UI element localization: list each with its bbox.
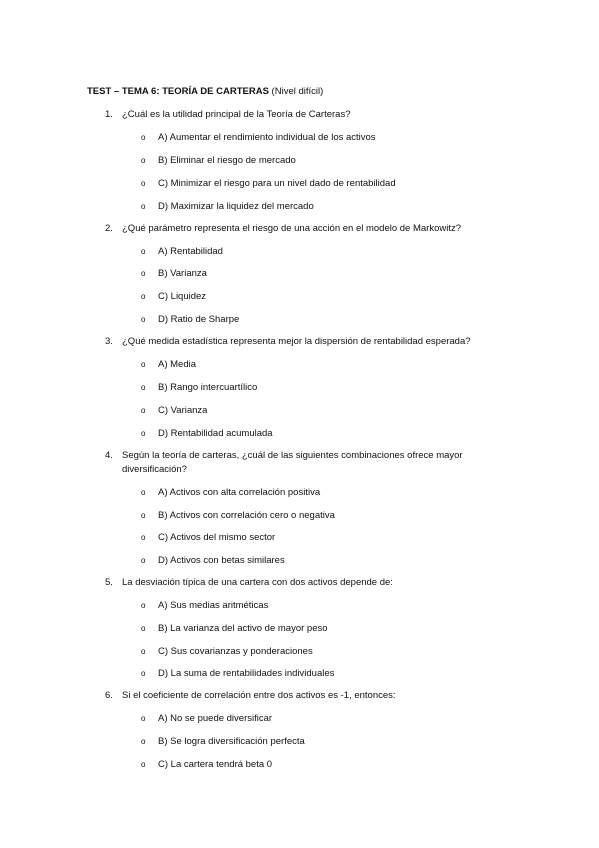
option-2d[interactable] — [0, 313, 599, 327]
option-1b[interactable] — [0, 154, 599, 168]
bullet-icon: o — [141, 601, 146, 610]
option-label: D) Activos con betas similares — [158, 555, 285, 566]
option-label: C) Sus covarianzas y ponderaciones — [158, 646, 313, 657]
bullet-icon: o — [141, 202, 146, 211]
bullet-icon: o — [141, 511, 146, 520]
bullet-icon: o — [141, 156, 146, 165]
bullet-icon: o — [141, 133, 146, 142]
bullet-icon: o — [141, 315, 146, 324]
question-number: 3. — [105, 336, 113, 347]
question-number: 6. — [105, 690, 113, 701]
title-level: (Nivel difícil) — [268, 86, 324, 97]
bullet-icon: o — [141, 714, 146, 723]
option-label: D) Maximizar la liquidez del mercado — [158, 201, 314, 212]
bullet-icon: o — [141, 179, 146, 188]
option-3b[interactable] — [0, 381, 599, 395]
option-2c[interactable] — [0, 290, 599, 304]
option-label: A) Aumentar el rendimiento individual de los activos — [158, 132, 376, 143]
option-4d[interactable] — [0, 554, 599, 568]
bullet-icon: o — [141, 429, 146, 438]
bullet-icon: o — [141, 406, 146, 415]
bullet-icon: o — [141, 488, 146, 497]
option-label: D) Rentabilidad acumulada — [158, 428, 273, 439]
question-text: ¿Qué parámetro representa el riesgo de una acción en el modelo de Markowitz? — [122, 223, 462, 234]
option-label: A) Sus medias aritméticas — [158, 600, 269, 611]
option-label: C) Activos del mismo sector — [158, 532, 276, 543]
option-6c[interactable] — [0, 758, 599, 772]
question-number: 1. — [105, 109, 113, 120]
option-2a[interactable] — [0, 245, 599, 259]
question-number: 4. — [105, 450, 113, 461]
option-5d[interactable] — [0, 667, 599, 681]
option-1c[interactable] — [0, 177, 599, 191]
option-label: C) Minimizar el riesgo para un nivel dado de rentabilidad — [158, 178, 396, 189]
bullet-icon: o — [141, 624, 146, 633]
bullet-icon: o — [141, 383, 146, 392]
document-title — [87, 86, 323, 98]
bullet-icon: o — [141, 669, 146, 678]
option-label: A) Rentabilidad — [158, 246, 223, 257]
option-label: C) Liquidez — [158, 291, 207, 302]
bullet-icon: o — [141, 647, 146, 656]
option-label: B) Eliminar el riesgo de mercado — [158, 155, 296, 166]
question-text: Según la teoría de carteras, ¿cuál de las siguientes combinaciones ofrece mayor diversificación? — [122, 450, 463, 475]
option-label: A) Media — [158, 359, 197, 370]
option-label: C) La cartera tendrá beta 0 — [158, 759, 273, 770]
bullet-icon: o — [141, 269, 146, 278]
question-number: 5. — [105, 577, 113, 588]
bullet-icon: o — [141, 247, 146, 256]
option-6b[interactable] — [0, 735, 599, 749]
question-text: ¿Qué medida estadística representa mejor la dispersión de rentabilidad esperada? — [122, 336, 471, 347]
option-3d[interactable] — [0, 427, 599, 441]
option-5b[interactable] — [0, 622, 599, 636]
option-label: A) No se puede diversificar — [158, 713, 273, 724]
bullet-icon: o — [141, 360, 146, 369]
option-4a[interactable] — [0, 486, 599, 500]
option-5a[interactable] — [0, 599, 599, 613]
option-4b[interactable] — [0, 509, 599, 523]
option-label: B) La varianza del activo de mayor peso — [158, 623, 328, 634]
bullet-icon: o — [141, 556, 146, 565]
title-bold: TEST – TEMA 6: TEORÍA DE CARTERAS — [87, 86, 269, 97]
option-label: B) Rango intercuartílico — [158, 382, 258, 393]
question-text: ¿Cuál es la utilidad principal de la Teoría de Carteras? — [122, 109, 351, 120]
option-5c[interactable] — [0, 645, 599, 659]
option-2b[interactable] — [0, 267, 599, 281]
option-label: C) Varianza — [158, 405, 208, 416]
question-number: 2. — [105, 223, 113, 234]
option-label: B) Activos con correlación cero o negativa — [158, 510, 335, 521]
bullet-icon: o — [141, 292, 146, 301]
option-label: A) Activos con alta correlación positiva — [158, 487, 321, 498]
option-3c[interactable] — [0, 404, 599, 418]
option-label: B) Se logra diversificación perfecta — [158, 736, 305, 747]
option-label: B) Varianza — [158, 268, 207, 279]
option-1d[interactable] — [0, 200, 599, 214]
bullet-icon: o — [141, 737, 146, 746]
bullet-icon: o — [141, 760, 146, 769]
option-label: D) Ratio de Sharpe — [158, 314, 240, 325]
option-label: D) La suma de rentabilidades individuales — [158, 668, 335, 679]
question-text: La desviación típica de una cartera con dos activos depende de: — [122, 577, 393, 588]
option-3a[interactable] — [0, 358, 599, 372]
option-1a[interactable] — [0, 131, 599, 145]
question-text: Si el coeficiente de correlación entre dos activos es -1, entonces: — [122, 690, 396, 701]
option-6a[interactable] — [0, 712, 599, 726]
bullet-icon: o — [141, 533, 146, 542]
option-4c[interactable] — [0, 531, 599, 545]
